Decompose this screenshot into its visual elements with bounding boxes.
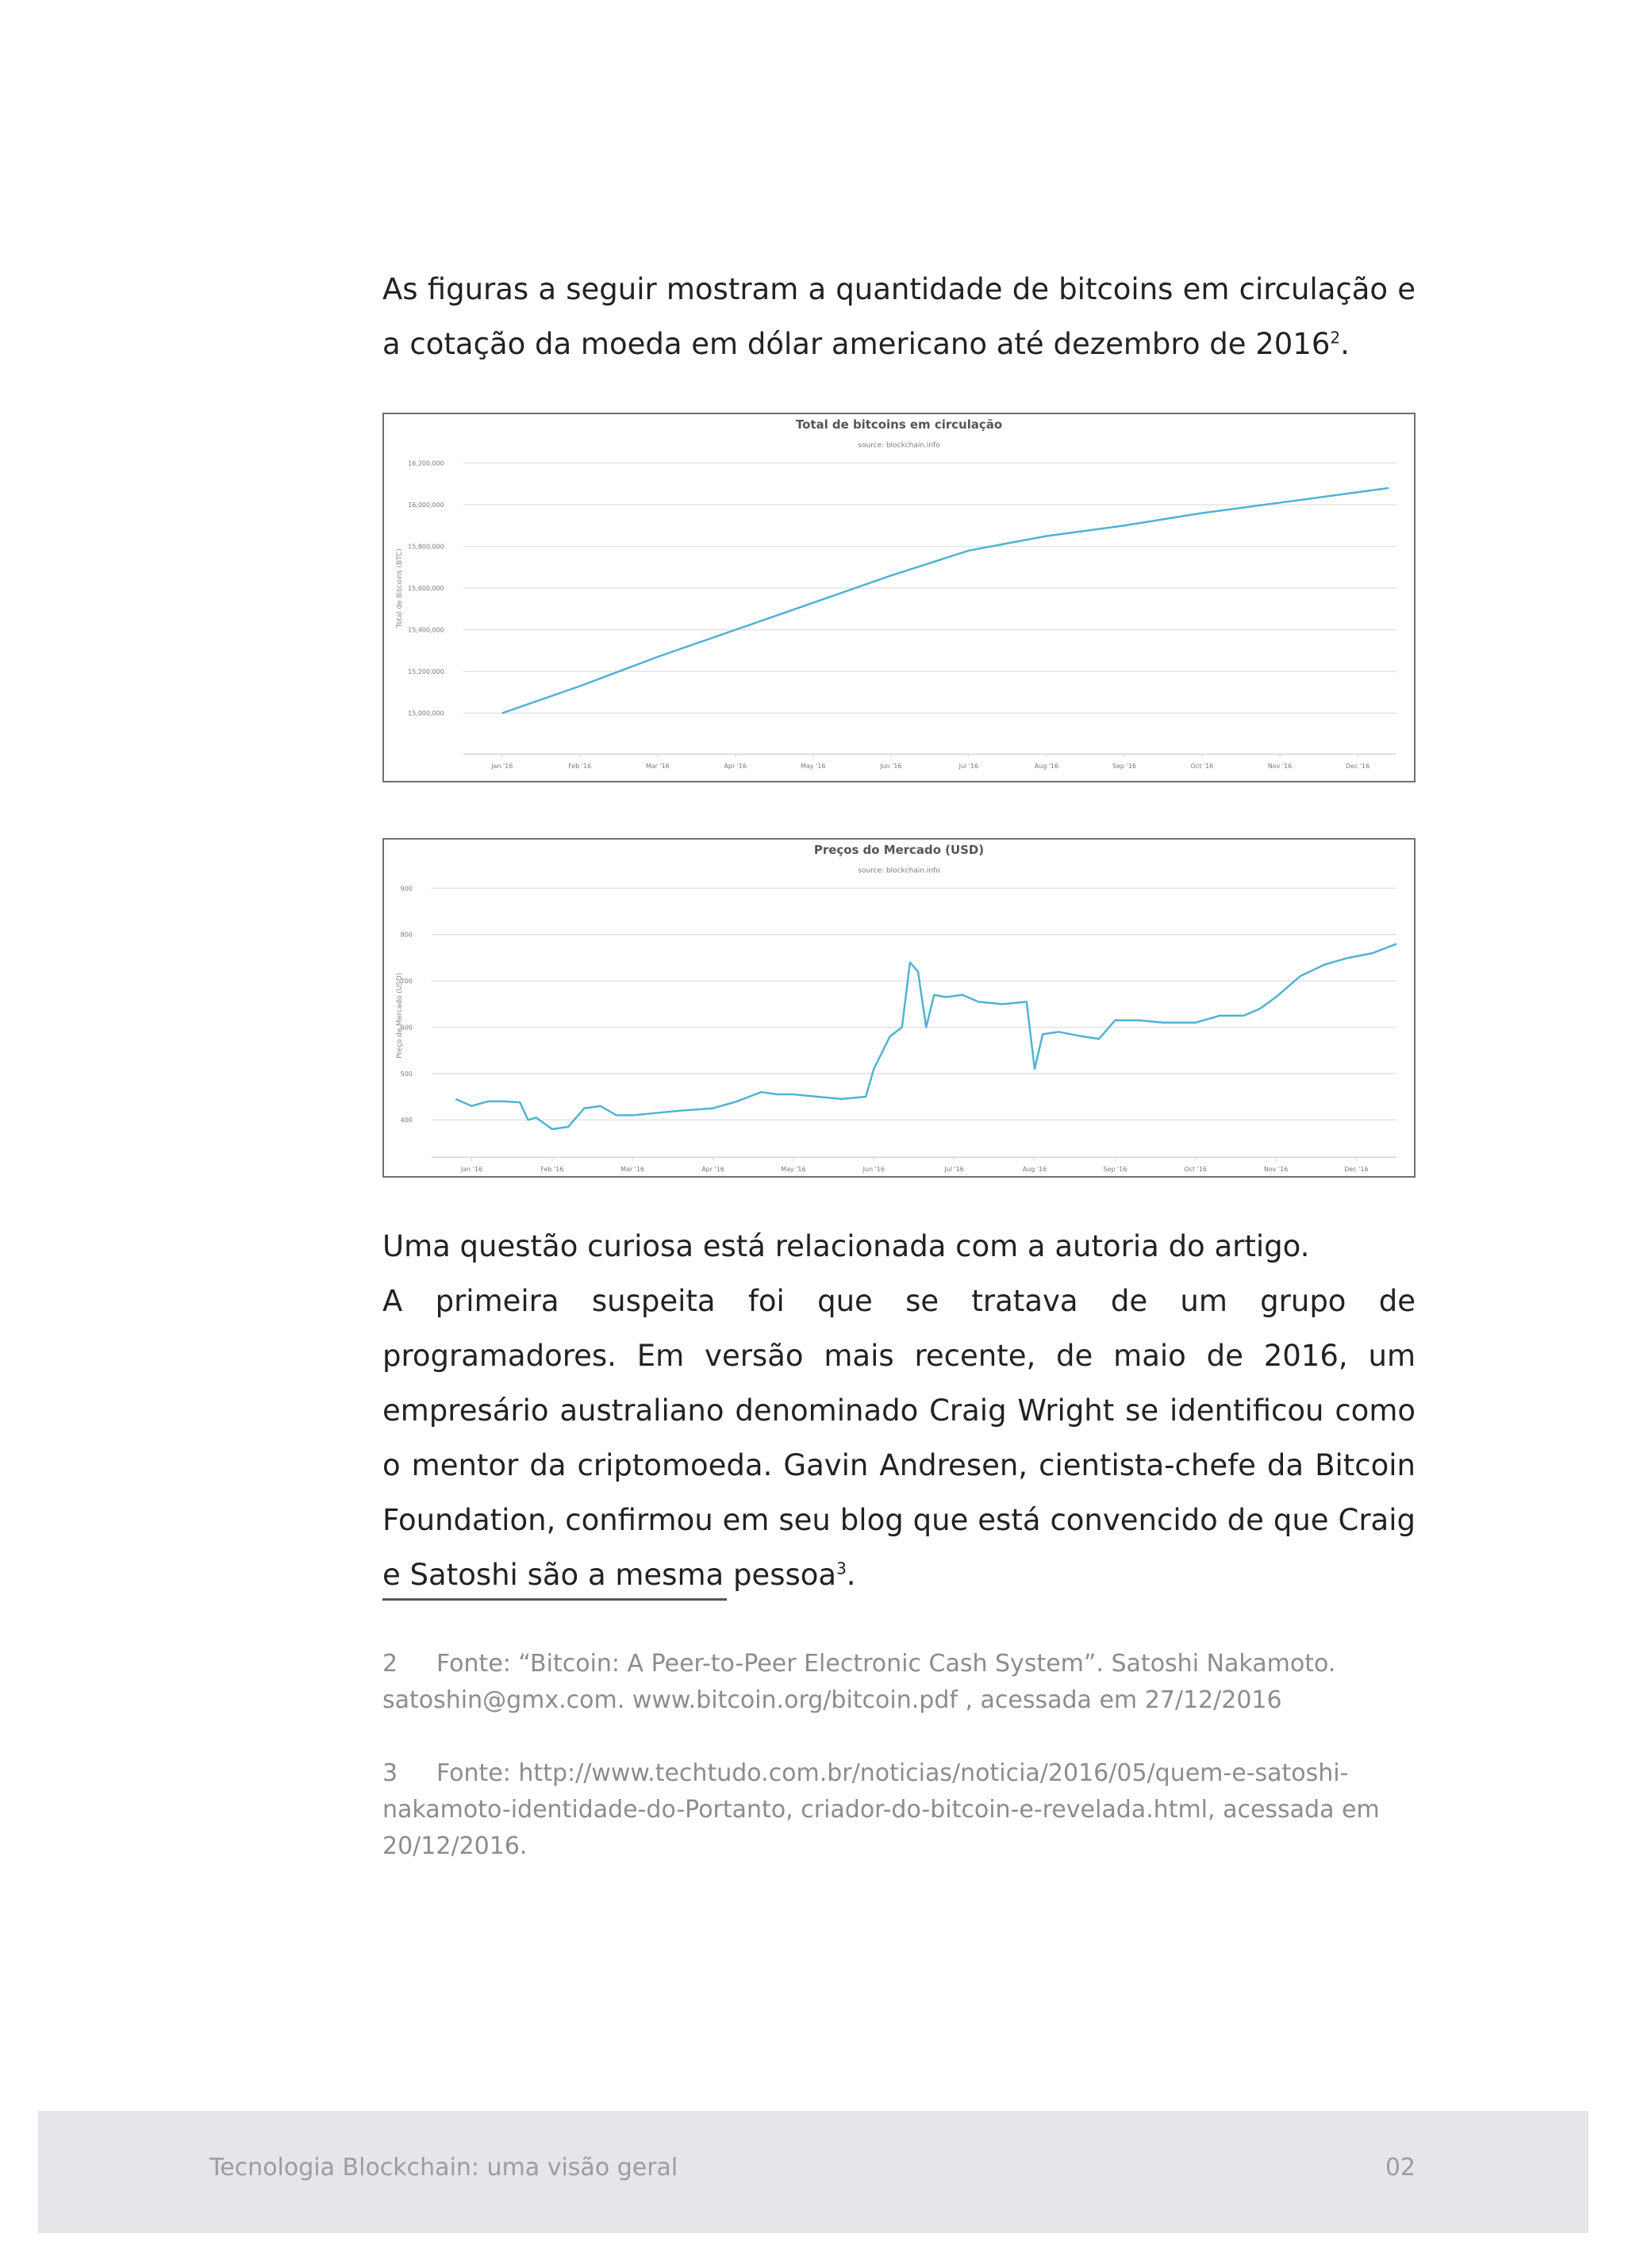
body-paragraph-text: A primeira suspeita foi que se tratava de um grupo de programadores. Em versão mais recente, de maio de 2016, um empresário australiano denominado Craig Wright se identificou como o mentor da criptomoeda. Gavin Andresen, cientista-chefe da Bitcoin Foundation, confirmou em seu blog que está convencido de que Craig e Satoshi são a mesma pessoa bbox=[382, 1284, 1416, 1592]
x-tick-label: Jul '16 bbox=[958, 763, 979, 771]
y-tick-label: 15,000,000 bbox=[408, 709, 444, 717]
x-tick-label: Aug '16 bbox=[1022, 1166, 1047, 1174]
x-tick-label: Dec '16 bbox=[1345, 763, 1370, 771]
y-tick-label: 15,600,000 bbox=[408, 585, 444, 593]
y-axis-label: Preço de Mercado (USD) bbox=[395, 972, 404, 1059]
x-tick-label: Oct '16 bbox=[1184, 1166, 1207, 1174]
x-tick-label: Jun '16 bbox=[862, 1166, 885, 1174]
footnote-3 bbox=[382, 1755, 1416, 1865]
intro-end: . bbox=[1340, 327, 1350, 361]
chart-bitcoins-circulation bbox=[382, 413, 1416, 782]
page-footer bbox=[38, 2111, 1589, 2233]
footnote-ref-3[interactable]: 3 bbox=[836, 1559, 847, 1578]
x-tick-label: Nov '16 bbox=[1267, 763, 1293, 771]
chart-price-svg bbox=[384, 840, 1414, 1176]
x-tick-label: Feb '16 bbox=[568, 763, 592, 771]
intro-paragraph bbox=[382, 262, 1416, 371]
footnote-2 bbox=[382, 1646, 1416, 1719]
x-tick-label: Apr '16 bbox=[701, 1166, 724, 1174]
y-axis-label: Total de Bitcoins (BTC) bbox=[395, 548, 404, 629]
footnote-text: Fonte: “Bitcoin: A Peer-to-Peer Electronic Cash System”. Satoshi Nakamoto. satoshin@gmx.com. www.bitcoin.org/bitcoin.pdf , acessada em 27/12/2016 bbox=[382, 1650, 1336, 1714]
footnote-separator bbox=[382, 1598, 727, 1601]
chart-subtitle: source: blockchain.info bbox=[858, 441, 940, 450]
chart-subtitle: source: blockchain.info bbox=[858, 867, 940, 875]
x-tick-label: Jan '16 bbox=[491, 763, 513, 771]
x-tick-label: May '16 bbox=[781, 1166, 806, 1174]
y-tick-label: 600 bbox=[400, 1024, 413, 1032]
page-number: 02 bbox=[1385, 2154, 1416, 2182]
x-tick-label: May '16 bbox=[801, 763, 826, 771]
x-tick-label: Jul '16 bbox=[944, 1166, 964, 1174]
body-paragraph bbox=[382, 1274, 1416, 1602]
footnote-number: 3 bbox=[382, 1759, 398, 1787]
x-tick-label: Nov '16 bbox=[1263, 1166, 1289, 1174]
intro-text: As figuras a seguir mostram a quantidade de bitcoins em circulação e a cotação da moeda em dólar americano até dezembro de 2016 bbox=[382, 272, 1416, 361]
x-tick-label: Dec '16 bbox=[1344, 1166, 1369, 1174]
y-tick-label: 16,000,000 bbox=[408, 502, 444, 509]
footnote-ref-2[interactable]: 2 bbox=[1330, 328, 1341, 348]
footer-title: Tecnologia Blockchain: uma visão geral bbox=[209, 2154, 678, 2182]
x-tick-label: Jun '16 bbox=[880, 763, 902, 771]
y-tick-label: 800 bbox=[400, 931, 413, 939]
y-tick-label: 400 bbox=[400, 1117, 413, 1124]
y-tick-label: 15,400,000 bbox=[408, 626, 444, 634]
x-tick-label: Mar '16 bbox=[620, 1166, 645, 1174]
x-tick-label: Mar '16 bbox=[645, 763, 670, 771]
y-tick-label: 900 bbox=[400, 885, 413, 893]
x-tick-label: Aug '16 bbox=[1034, 763, 1059, 771]
y-tick-label: 700 bbox=[400, 978, 413, 986]
x-tick-label: Jan '16 bbox=[460, 1166, 483, 1174]
body-line-1: Uma questão curiosa está relacionada com a autoria do artigo. bbox=[382, 1229, 1310, 1263]
series-line bbox=[455, 944, 1396, 1128]
y-tick-label: 15,800,000 bbox=[408, 543, 444, 551]
body-end: . bbox=[846, 1558, 856, 1592]
x-tick-label: Apr '16 bbox=[724, 763, 747, 771]
footnote-number: 2 bbox=[382, 1650, 398, 1678]
y-tick-label: 15,200,000 bbox=[408, 668, 444, 676]
series-line bbox=[502, 488, 1389, 713]
x-tick-label: Oct '16 bbox=[1190, 763, 1214, 771]
chart-title: Preços do Mercado (USD) bbox=[813, 842, 985, 857]
x-tick-label: Sep '16 bbox=[1103, 1166, 1128, 1174]
footnote-text: Fonte: http://www.techtudo.com.br/noticias/noticia/2016/05/quem-e-satoshi-nakamoto-identidade-do-Portanto, criador-do-bitcoin-e-revelada.html, acessada em 20/12/2016. bbox=[382, 1759, 1380, 1860]
x-tick-label: Feb '16 bbox=[540, 1166, 564, 1174]
y-tick-label: 16,200,000 bbox=[408, 459, 444, 467]
x-tick-label: Sep '16 bbox=[1112, 763, 1136, 771]
chart-market-price bbox=[382, 838, 1416, 1178]
y-tick-label: 500 bbox=[400, 1070, 413, 1078]
chart-bitcoins-svg bbox=[384, 414, 1414, 781]
chart-title: Total de bitcoins em circulação bbox=[795, 417, 1003, 432]
